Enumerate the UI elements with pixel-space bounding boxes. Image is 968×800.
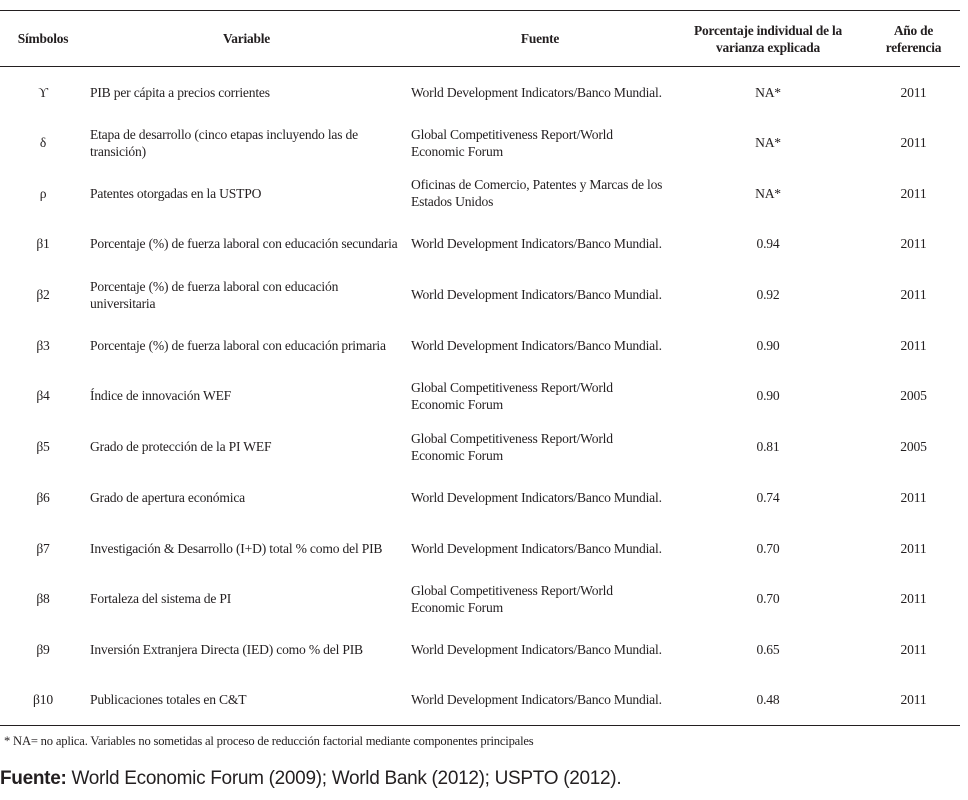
cell-variance: 0.90 [756, 337, 780, 353]
cell-variable: PIB per cápita a precios corrientes [90, 84, 270, 100]
cell-source: Global Competitiveness Report/World Economic Forum [411, 126, 613, 159]
cell-variance: 0.70 [756, 591, 780, 607]
cell-source: Global Competitiveness Report/World Economic Forum [411, 430, 613, 463]
cell-variable: Patentes otorgadas en la USTPO [90, 185, 262, 201]
cell-symbol: β6 [36, 489, 50, 505]
cell-source: Oficinas de Comercio, Patentes y Marcas de los Estados Unidos [411, 177, 663, 210]
cell-year: 2011 [900, 641, 927, 657]
cell-variable: Inversión Extranjera Directa (IED) como % del PIB [90, 641, 363, 657]
cell-year: 2005 [900, 439, 927, 455]
header-variable: Variable [222, 31, 270, 46]
table-row [0, 371, 960, 422]
footnote: * NA= no aplica. Variables no sometidas al proceso de reducción factorial mediante componentes principales [4, 734, 534, 748]
cell-source: World Development Indicators/Banco Mundial. [411, 489, 662, 505]
cell-variance: 0.48 [756, 692, 780, 708]
cell-symbol: β5 [36, 439, 50, 455]
table-row [0, 219, 960, 270]
cell-variable: Investigación & Desarrollo (I+D) total % como del PIB [90, 540, 383, 556]
cell-source: World Development Indicators/Banco Mundial. [411, 287, 662, 303]
table-row [0, 472, 960, 523]
cell-source: World Development Indicators/Banco Mundial. [411, 692, 662, 708]
table-row [0, 624, 960, 675]
table-header-row [0, 11, 960, 67]
table-row [0, 523, 960, 574]
cell-variable: Publicaciones totales en C&T [90, 692, 247, 708]
header-year: Año de referencia [885, 22, 942, 55]
cell-variable: Porcentaje (%) de fuerza laboral con educación universitaria [90, 278, 339, 311]
cell-source: World Development Indicators/Banco Mundial. [411, 236, 662, 252]
cell-year: 2011 [900, 591, 927, 607]
cell-year: 2011 [900, 185, 927, 201]
cell-variance: 0.74 [756, 489, 780, 505]
cell-variance: NA* [755, 135, 781, 151]
table-row [0, 421, 960, 472]
cell-symbol: β10 [33, 692, 53, 708]
table-row [0, 117, 960, 168]
cell-source: World Development Indicators/Banco Mundial. [411, 337, 662, 353]
cell-variance: NA* [755, 84, 781, 100]
cell-symbol: ρ [39, 185, 47, 201]
header-symbols: Símbolos [17, 31, 69, 46]
cell-variable: Porcentaje (%) de fuerza laboral con educación primaria [90, 337, 386, 353]
cell-symbol: ϒ [38, 84, 48, 100]
source-note [0, 768, 621, 790]
cell-variance: 0.81 [756, 439, 780, 455]
cell-variance: 0.90 [756, 388, 780, 404]
cell-year: 2005 [900, 388, 927, 404]
cell-year: 2011 [900, 692, 927, 708]
cell-variable: Fortaleza del sistema de PI [90, 591, 232, 607]
cell-year: 2011 [900, 489, 927, 505]
cell-symbol: β4 [36, 388, 50, 404]
cell-variance: 0.70 [756, 540, 780, 556]
source-label: Fuente: [0, 768, 67, 789]
table-row [0, 675, 960, 726]
table-row [0, 320, 960, 371]
header-source: Fuente [520, 31, 560, 46]
cell-year: 2011 [900, 540, 927, 556]
cell-source: Global Competitiveness Report/World Economic Forum [411, 582, 613, 615]
cell-symbol: β3 [36, 337, 50, 353]
cell-variance: 0.94 [756, 236, 780, 252]
cell-source: World Development Indicators/Banco Mundial. [411, 540, 662, 556]
cell-variance: 0.65 [756, 641, 780, 657]
cell-symbol: δ [39, 135, 47, 151]
cell-symbol: β9 [36, 641, 50, 657]
cell-variable: Etapa de desarrollo (cinco etapas incluyendo las de transición) [90, 126, 358, 159]
table-row [0, 269, 960, 320]
cell-variance: 0.92 [756, 287, 780, 303]
table-row [0, 168, 960, 219]
cell-source: World Development Indicators/Banco Mundial. [411, 84, 662, 100]
header-variance: Porcentaje individual de la varianza explicada [694, 22, 842, 55]
cell-variance: NA* [755, 185, 781, 201]
cell-source: Global Competitiveness Report/World Economic Forum [411, 379, 613, 412]
cell-symbol: β8 [36, 591, 50, 607]
cell-variable: Grado de protección de la PI WEF [90, 439, 272, 455]
cell-source: World Development Indicators/Banco Mundial. [411, 641, 662, 657]
cell-year: 2011 [900, 337, 927, 353]
cell-year: 2011 [900, 236, 927, 252]
cell-symbol: β1 [36, 236, 50, 252]
cell-year: 2011 [900, 135, 927, 151]
cell-variable: Grado de apertura económica [90, 489, 245, 505]
cell-variable: Índice de innovación WEF [90, 388, 232, 404]
variables-table [0, 10, 960, 726]
table-row [0, 67, 960, 118]
cell-year: 2011 [900, 84, 927, 100]
cell-symbol: β2 [36, 287, 50, 303]
cell-variable: Porcentaje (%) de fuerza laboral con educación secundaria [90, 236, 398, 252]
cell-year: 2011 [900, 287, 927, 303]
source-text: World Economic Forum (2009); World Bank (2012); USPTO (2012). [66, 768, 622, 789]
table-row [0, 573, 960, 624]
cell-symbol: β7 [36, 540, 50, 556]
